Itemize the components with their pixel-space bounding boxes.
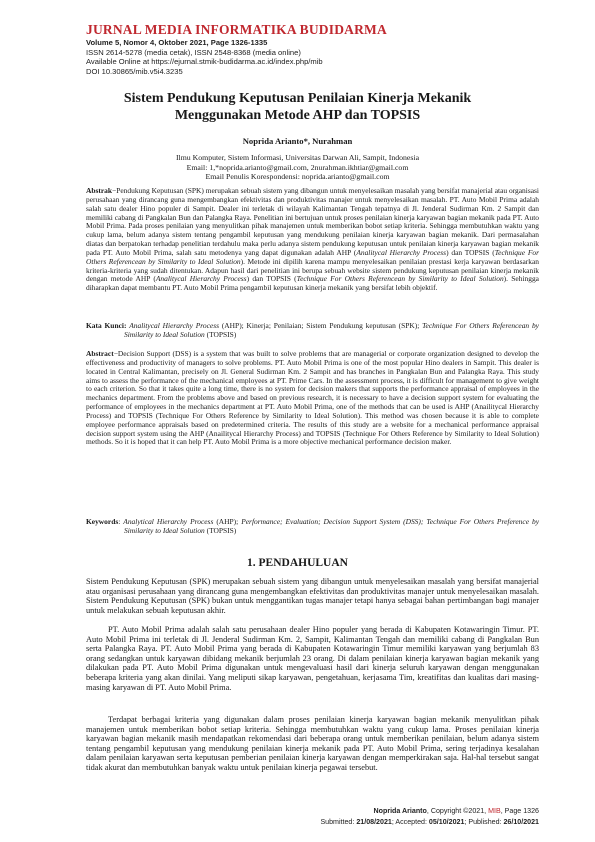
- keywords-english: [86, 518, 539, 536]
- published-date: 26/10/2021: [503, 818, 539, 826]
- footer-copyright-text: , Copyright ©2021,: [426, 807, 489, 815]
- corresponding-email[interactable]: Email Penulis Korespondensi: noprida.arianto@gmail.com: [205, 172, 390, 182]
- keyword-text: (TOPSIS): [204, 329, 237, 339]
- keywords-en-label: Keywords: [86, 517, 119, 526]
- footer-dates: [320, 817, 539, 828]
- paper-title: [80, 91, 515, 124]
- abstract-indonesian: [86, 187, 539, 293]
- keywords-label: Kata Kunci:: [86, 321, 127, 330]
- body-paragraph-3: Terdapat berbagai kriteria yang digunakan dalam proses penilaian kinerja karyawan bagian mekanik menyulitkan pihak manajemen untuk memberikan bobot setiap kriteria. Sehingga membutuhkan waktu yang cukup lama. Proses penilaian kinerja karyawan bagian mekanik masih mendapatkan rekomendasi dari beberapa orang untuk memberikan penilaian, belum adanya sistem tentang pengambil keputusan yang mendukung penilaian kinerja mekanik pada PT. Auto Mobil Prima, sering terjadinya kesalahan dalam penilaian karyawan serta keputusan pemberian penilaian kinerja karyawan dengan memperkirakan saja. Hal-hal tersebut sangat tidak akurat dan membutuhkan banyak waktu untuk penilaian kinerja pegawai tersebut.: [86, 715, 539, 772]
- abstract-text: ) dan TOPSIS (: [446, 247, 495, 257]
- keywords-indonesian: [86, 322, 539, 340]
- abstract-text: ) dan TOPSIS (: [246, 274, 297, 284]
- accepted-date: 05/10/2021: [428, 818, 465, 826]
- affiliation-block: [80, 153, 515, 182]
- keyword-en-text: (TOPSIS): [204, 525, 237, 535]
- keyword-term: Analitycal Hierarchy Process: [129, 321, 220, 330]
- availability-link[interactable]: Available Online at https://ejurnal.stmik-budidarma.ac.id/index.php/mib: [86, 57, 323, 67]
- keyword-en-term: Performance; Evaluation; Decision Support System (DSS); Technique For Others Preference by Similarity to Ideal Solution: [124, 517, 539, 535]
- abstract-text: ). Sehingga diharapkan dapat membantu PT. Auto Mobil Prima pengambil keputusan kinerja mekanik yang bersifat lebih objektif.: [86, 274, 539, 293]
- issn-info: ISSN 2614-5278 (media cetak), ISSN 2548-8368 (media online): [86, 47, 301, 57]
- doi-info[interactable]: DOI 10.30865/mib.v5i4.3235: [86, 66, 183, 76]
- abstract-term: Analitycal Hierarchy Process: [155, 274, 247, 284]
- abstract-en-text: −Decision Support (DSS) is a system that was built to solve problems that are managerial or corporate organization designed to develop the effectiveness and productivity of managers to solve problems. PT. Auto Mobil Prima is one of the most popular Hino dealers in Sampit. This dealer is located in Central Kalimantan, precisely on Jl. General Sudirman Km. 2 Sampit and has branches in Pangkalan Bun and Palangka Raya. This study aims to assess the performance of the mechanical employees at PT. Prime Cars. In the assessment process, it is difficult for management to give weight to each criterion. So that it takes quite a long time, there is no system for decision makers that supports the performance appraisal of employees in the mechanics department. From the problems above and based on previous research, it is necessary to have a decision support system for evaluating the performance of employees in the mechanics department at PT. Auto Mobil Prima, one of the methods that can be used is AHP (Anailitycal Hierarchy Process) and TOPSIS (Technique For Others Reference by Similarity to Ideal Solution). This method was chosen because it is able to complete employee performance appraisals based on predetermined criteria. The results of this study are a website for a mechanical performance appraisal decision support system using the AHP (Anailitycal Hierarchy Process) and TOPSIS (Technique For Others Reference by Similarity to Ideal Solution) methods. So it is hoped that it can help PT. Auto Mobil Prima is a more objective mechanical performance decision maker.: [86, 349, 539, 447]
- keyword-en-text: :: [118, 517, 124, 526]
- abstract-english: [86, 350, 539, 447]
- abstract-term: Technique For Others Referencean by Similarity to Ideal Solution: [296, 274, 504, 284]
- abstract-text: ). Metode ini dipilih karena mampu menyelesaikan penilaian prestasi kerja karyawan berdasarkan kriteria-kriteria yang sudah ditentukan. Adapun hasil dari penelitian ini berupa sebuah website sistem pendukung keputusan penilaian kinerja mekanik dengan metode AHP (: [86, 256, 539, 284]
- accepted-label: ; Accepted:: [391, 818, 429, 826]
- body-paragraph-1: Sistem Pendukung Keputusan (SPK) merupakan sebuah sistem yang dibangun untuk menyelesaikan masalah yang bersifat manajerial atau organisasi perusahaan yang dirancang guna mengembangkan efektivitas dan produktivitas manajer untuk menyelesaikan masalah. Sistem Pendukung Keputusan (SPK) bukan untuk menggantikan tugas manajer tetapi hanya sebagai bahan pertimbangan bagi manajer untuk melakukan sebuah keputusan akhir.: [86, 577, 539, 615]
- keyword-text: (AHP); Kinerja; Penilaian; Sistem Pendukung keputusan (SPK);: [219, 321, 423, 330]
- abstract-en-label: Abstract: [86, 349, 114, 358]
- keyword-en-term: Analytical Hierarchy Process: [123, 517, 214, 526]
- keyword-en-text: (AHP);: [213, 517, 242, 526]
- title-line-1: Sistem Pendukung Keputusan Penilaian Kinerja Mekanik: [123, 91, 472, 106]
- author-list: Noprida Arianto*, Nurahman: [242, 136, 353, 146]
- abstract-term: Technique For Others Referencean by Similarity to Ideal Solution: [86, 247, 539, 266]
- footer-journal-abbr: MIB: [488, 807, 501, 815]
- submitted-label: Submitted:: [320, 818, 357, 826]
- footer-author: Noprida Arianto: [373, 807, 427, 815]
- page-footer: [320, 806, 539, 828]
- footer-page: , Page 1326: [500, 807, 539, 815]
- affiliation-institution: Ilmu Komputer, Sistem Informasi, Universitas Darwan Ali, Sampit, Indonesia: [175, 153, 420, 162]
- journal-name: JURNAL MEDIA INFORMATIKA BUDIDARMA: [86, 22, 387, 37]
- affiliation-emails[interactable]: Email: 1,*noprida.arianto@gmail.com, 2nurahman.ikhtiar@gmail.com: [186, 162, 409, 172]
- volume-info: Volume 5, Nomor 4, Oktober 2021, Page 1326-1335: [86, 38, 268, 47]
- submitted-date: 21/08/2021: [356, 818, 392, 826]
- abstract-term: Analitycal Hierarchy Process: [356, 247, 447, 257]
- section-heading: 1. PENDAHULUAN: [247, 557, 348, 569]
- keyword-term: Technique For Others Referencean by Similarity to Ideal Solution: [124, 321, 539, 339]
- body-paragraph-2: PT. Auto Mobil Prima adalah salah satu perusahaan dealer Hino populer yang berada di Kabupaten Kotawaringin Timur. PT. Auto Mobil Prima ini terletak di Jl. Jenderal Sudirman Km. 2, Sampit, Kalimantan Tengah dan memiliki cabang di Pangkalan Bun serta Palangka Raya. PT. Auto Mobil Prima yang berada di Kabupaten Kotawaringin Timur memiliki karyawan yang berjumlah 83 orang sedangkan untuk karyawan dibidang mekanik berjumlah 23 orang. Di dalam penilaian kinerja karyawan bagian mekanik yang dilakukan pada PT. Auto Mobil Prima digunakan untuk mengevaluasi hasil dari kinerja seluruh karyawan dengan menggunakan beberapa kriteria yang akan dinilai. Yang meliputi sikap karyawan, pengetahuan, kerjasama Tim, kreatifitas dan kualitas dari masing-masing karyawan di PT. Auto Mobil Prima.: [86, 625, 539, 692]
- abstract-text: −Pendukung Keputusan (SPK) merupakan sebuah sistem yang dibangun untuk menyelesaikan masalah yang bersifat manajerial atau organisasi perusahaan yang dirancang guna mengembangkan efektivitas dan produktivitas manajer untuk menyelesaikan masalah. PT. Auto Mobil Prima adalah salah satu dealer Hino populer di Sampit. Dealer ini terletak di wilayah Kalimantan Tengah tepatnya di Jl. Jenderal Sudirman Km. 2 Sampit dan memiliki cabang di Pangkalan Bun dan Palangka Raya. Penelitian ini bertujuan untuk proses penilaian kinerja karyawan bagian mekanik pada PT. Auto Mobil Prima. Pada proses penilaian yang menyulitkan pihak manajemen untuk memberikan bobot setiap kriteria. Sehingga membutuhkan waktu yang cukup lama, belum adanya sistem tentang pengambil keputusan yang mendukung penilaian kinerja karyawan bagian mekanik. Dari permasalahan diatas dan berpatokan terhadap penelitian terdahulu maka perlu adanya sistem pendukung keputusan untuk penilaian kinerja karyawan bagian mekanik pada PT. Auto Mobil Prima, salah satu metodenya yang dapat digunakan adalah AHP (: [86, 186, 539, 257]
- footer-copyright: [320, 806, 539, 817]
- journal-header: [86, 22, 526, 76]
- published-label: ; Published:: [464, 818, 504, 826]
- title-line-2: Menggunakan Metode AHP dan TOPSIS: [174, 107, 421, 123]
- abstract-label: Abstrak: [86, 186, 113, 195]
